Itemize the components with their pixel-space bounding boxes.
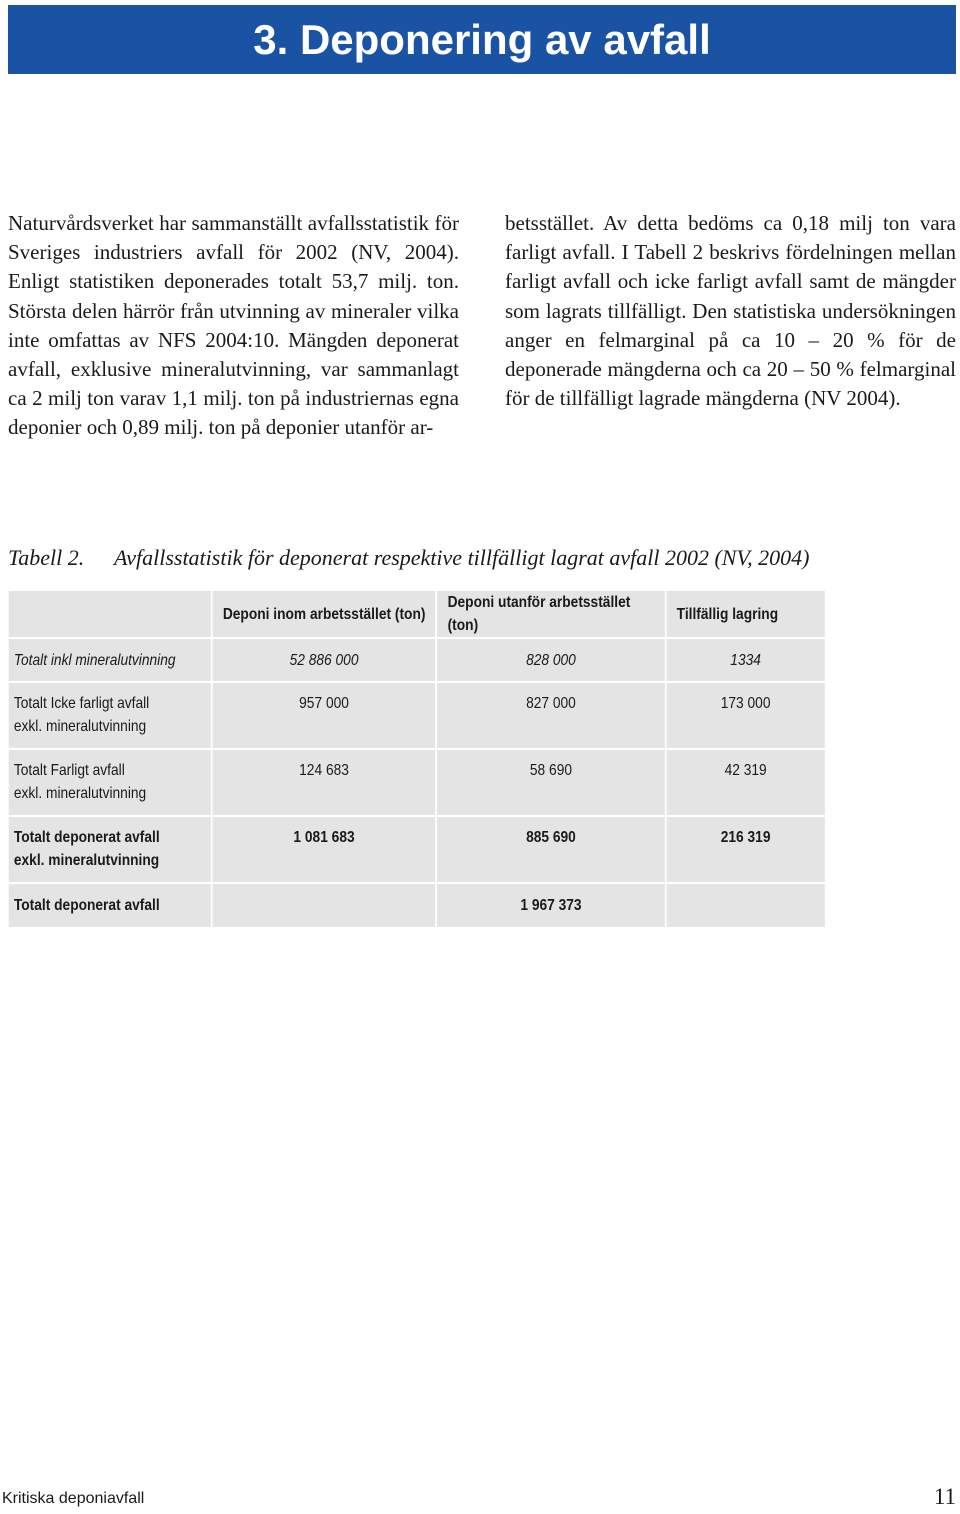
row-label-line2: exkl. mineralutvinning [13,852,160,869]
table-header-deponi-inom: Deponi inom arbetsstället (ton) [213,591,436,637]
cell-deponi-inom: 957 000 [213,683,436,748]
row-label: Totalt inkl mineralutvinning [9,639,211,681]
table-row [9,639,825,681]
cell-tillfallig-lagring [666,884,825,927]
table-caption-number: Tabell 2. [8,545,85,570]
table-row [9,750,825,815]
row-label: Totalt deponerat avfall [9,884,211,927]
row-label [9,750,211,815]
chapter-header-bar [8,5,956,74]
row-label [9,683,211,748]
table-row [9,884,825,927]
cell-deponi-inom: 124 683 [213,750,436,815]
cell-deponi-utanfor: 828 000 [437,639,664,681]
waste-statistics-table [7,589,827,929]
cell-deponi-inom: 52 886 000 [213,639,436,681]
table-row [9,683,825,748]
cell-tillfallig-lagring: 216 319 [666,817,825,882]
table-header-tillfallig-lagring: Tillfällig lagring [666,591,825,637]
table-caption [8,543,958,573]
row-label-line1: Totalt deponerat avfall [13,829,160,846]
cell-tillfallig-lagring: 42 319 [666,750,825,815]
cell-deponi-inom [213,884,436,927]
footer-page-number: 11 [933,1484,956,1509]
row-label-line2: exkl. mineralutvinning [13,785,147,802]
table-row [9,817,825,882]
cell-deponi-utanfor: 827 000 [437,683,664,748]
chapter-title: 3. Deponering av avfall [253,16,711,63]
table-caption-text: Avfallsstatistik för deponerat respektive tillfälligt lagrat avfall 2002 (NV, 2004) [114,545,810,570]
cell-tillfallig-lagring: 173 000 [666,683,825,748]
row-label-line2: exkl. mineralutvinning [13,718,147,735]
cell-deponi-inom: 1 081 683 [213,817,436,882]
table-header-empty [9,591,211,637]
table-header-deponi-utanfor: Deponi utanför arbetsstället (ton) [437,591,664,637]
row-label-line1: Totalt Farligt avfall [13,762,125,779]
table-header-row [9,591,825,637]
cell-tillfallig-lagring: 1334 [666,639,825,681]
row-label [9,817,211,882]
footer-publication-title: Kritiska deponiavfall [2,1490,145,1507]
body-text-left-column: Naturvårdsverket har sammanställt avfallsstatistik för Sveriges industriers avfall för 2002 (NV, 2004). Enligt statistiken deponerades totalt 53,7 milj. ton. Största delen härrör från utvinning av mineraler vilka inte omfattas av NFS 2004:10. Mängden deponerat avfall, exklusive mineralutvinning, var sammanlagt ca 2 milj ton varav 1,1 milj. ton på industriernas egna deponier och 0,89 milj. ton på deponier utanför ar- [8,211,459,440]
body-text-right-column: betsstället. Av detta bedöms ca 0,18 milj ton vara farligt avfall. I Tabell 2 beskrivs fördelningen mellan farligt avfall och icke farligt avfall samt de mängder som lagrats tillfälligt. Den statistiska undersökningen anger en felmarginal på ca 10 – 20 % för de deponerade mängderna och ca 20 – 50 % felmarginal för de tillfälligt lagrade mängderna (NV 2004). [505,211,956,411]
row-label-line1: Totalt Icke farligt avfall [13,695,150,712]
cell-deponi-utanfor: 58 690 [437,750,664,815]
cell-deponi-utanfor: 1 967 373 [437,884,664,927]
cell-deponi-utanfor: 885 690 [437,817,664,882]
